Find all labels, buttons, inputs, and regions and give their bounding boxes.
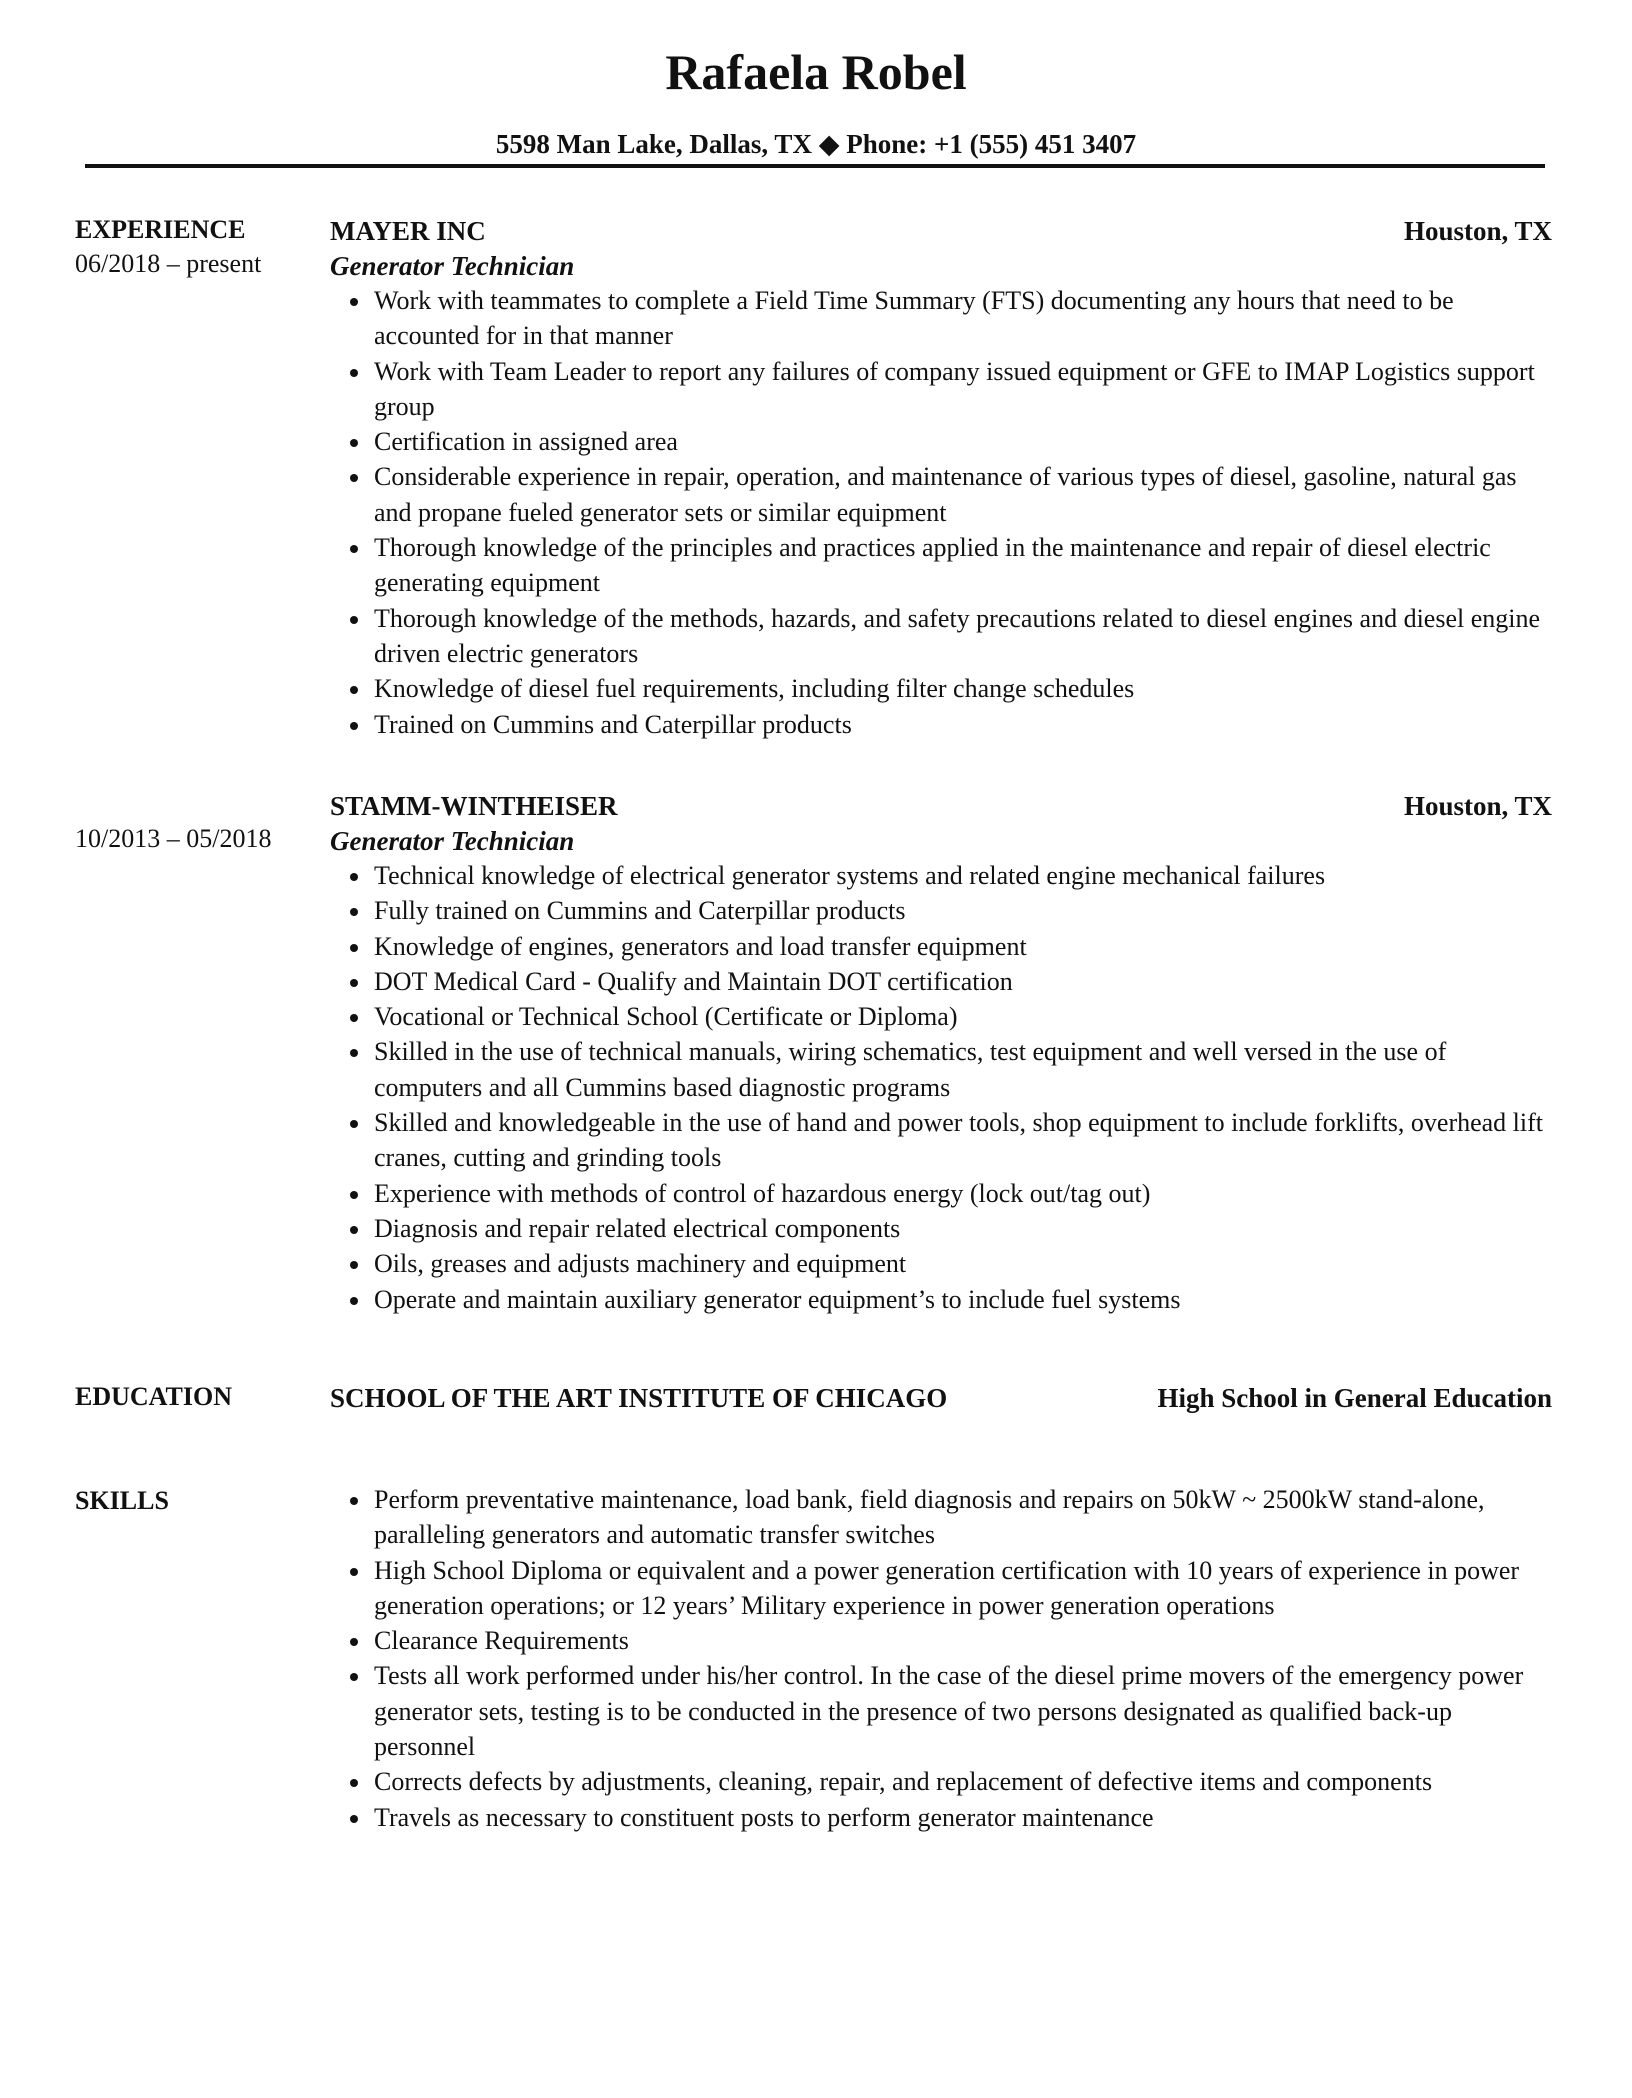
list-item: Tests all work performed under his/her control. In the case of the diesel prime movers of the emergency power generator sets, testing is to be conducted in the presence of two persons designated as qualified back-up personnel	[374, 1658, 1552, 1764]
list-item: Trained on Cummins and Caterpillar products	[374, 707, 1552, 742]
list-item: Travels as necessary to constituent posts to perform generator maintenance	[374, 1800, 1552, 1835]
education-heading: EDUCATION	[75, 1382, 232, 1411]
job-1-title: Generator Technician	[330, 251, 575, 281]
job-2	[330, 788, 1552, 1317]
list-item: Thorough knowledge of the principles and practices applied in the maintenance and repair of diesel electric generating equipment	[374, 530, 1552, 601]
list-item: Knowledge of diesel fuel requirements, including filter change schedules	[374, 671, 1552, 706]
list-item: Diagnosis and repair related electrical components	[374, 1211, 1552, 1246]
candidate-name: Rafaela Robel	[665, 44, 967, 100]
list-item: DOT Medical Card - Qualify and Maintain DOT certification	[374, 964, 1552, 999]
list-item: High School Diploma or equivalent and a power generation certification with 10 years of experience in power generation operations; or 12 years’ Military experience in power generation operations	[374, 1553, 1552, 1624]
job-2-dates: 10/2013 – 05/2018	[75, 824, 272, 853]
list-item: Considerable experience in repair, operation, and maintenance of various types of diesel, gasoline, natural gas and propane fueled generator sets or similar equipment	[374, 459, 1552, 530]
list-item: Certification in assigned area	[374, 424, 1552, 459]
skills-heading: SKILLS	[75, 1486, 169, 1515]
list-item: Clearance Requirements	[374, 1623, 1552, 1658]
job-1	[330, 213, 1552, 742]
list-item: Technical knowledge of electrical generator systems and related engine mechanical failures	[374, 858, 1552, 893]
list-item: Oils, greases and adjusts machinery and equipment	[374, 1246, 1552, 1281]
job-1-location: Houston, TX	[1403, 216, 1552, 246]
list-item: Skilled and knowledgeable in the use of hand and power tools, shop equipment to include forklifts, overhead lift cranes, cutting and grinding tools	[374, 1105, 1552, 1176]
list-item: Knowledge of engines, generators and load transfer equipment	[374, 929, 1552, 964]
list-item: Perform preventative maintenance, load bank, field diagnosis and repairs on 50kW ~ 2500kW stand-alone, paralleling generators and automatic transfer switches	[374, 1482, 1552, 1553]
list-item: Work with Team Leader to report any failures of company issued equipment or GFE to IMAP Logistics support group	[374, 354, 1552, 425]
list-item: Fully trained on Cummins and Caterpillar products	[374, 893, 1552, 928]
job-1-header	[330, 213, 1552, 249]
job-2-title: Generator Technician	[330, 826, 575, 856]
list-item: Operate and maintain auxiliary generator equipment’s to include fuel systems	[374, 1282, 1552, 1317]
job-2-bullets	[330, 858, 1552, 1317]
list-item: Skilled in the use of technical manuals, wiring schematics, test equipment and well versed in the use of computers and all Cummins based diagnostic programs	[374, 1034, 1552, 1105]
education-school: SCHOOL OF THE ART INSTITUTE OF CHICAGO	[330, 1383, 948, 1413]
list-item: Work with teammates to complete a Field Time Summary (FTS) documenting any hours that need to be accounted for in that manner	[374, 283, 1552, 354]
list-item: Corrects defects by adjustments, cleaning, repair, and replacement of defective items and components	[374, 1764, 1552, 1799]
contact-line: 5598 Man Lake, Dallas, TX ◆ Phone: +1 (555) 451 3407	[495, 129, 1137, 159]
job-1-company: MAYER INC	[330, 216, 486, 246]
job-2-location: Houston, TX	[1403, 791, 1552, 821]
job-2-header	[330, 788, 1552, 824]
job-1-bullets	[330, 283, 1552, 742]
list-item: Experience with methods of control of hazardous energy (lock out/tag out)	[374, 1176, 1552, 1211]
skills-list-container	[330, 1482, 1552, 1835]
list-item: Thorough knowledge of the methods, hazards, and safety precautions related to diesel engines and diesel engine driven electric generators	[374, 601, 1552, 672]
job-1-dates: 06/2018 – present	[75, 249, 262, 278]
education-degree: High School in General Education	[1157, 1383, 1552, 1413]
list-item: Vocational or Technical School (Certificate or Diploma)	[374, 999, 1552, 1034]
experience-heading: EXPERIENCE	[75, 215, 246, 244]
education-entry	[330, 1380, 1552, 1416]
skills-list	[330, 1482, 1552, 1835]
header-divider	[85, 164, 1545, 168]
job-2-company: STAMM-WINTHEISER	[330, 791, 618, 821]
